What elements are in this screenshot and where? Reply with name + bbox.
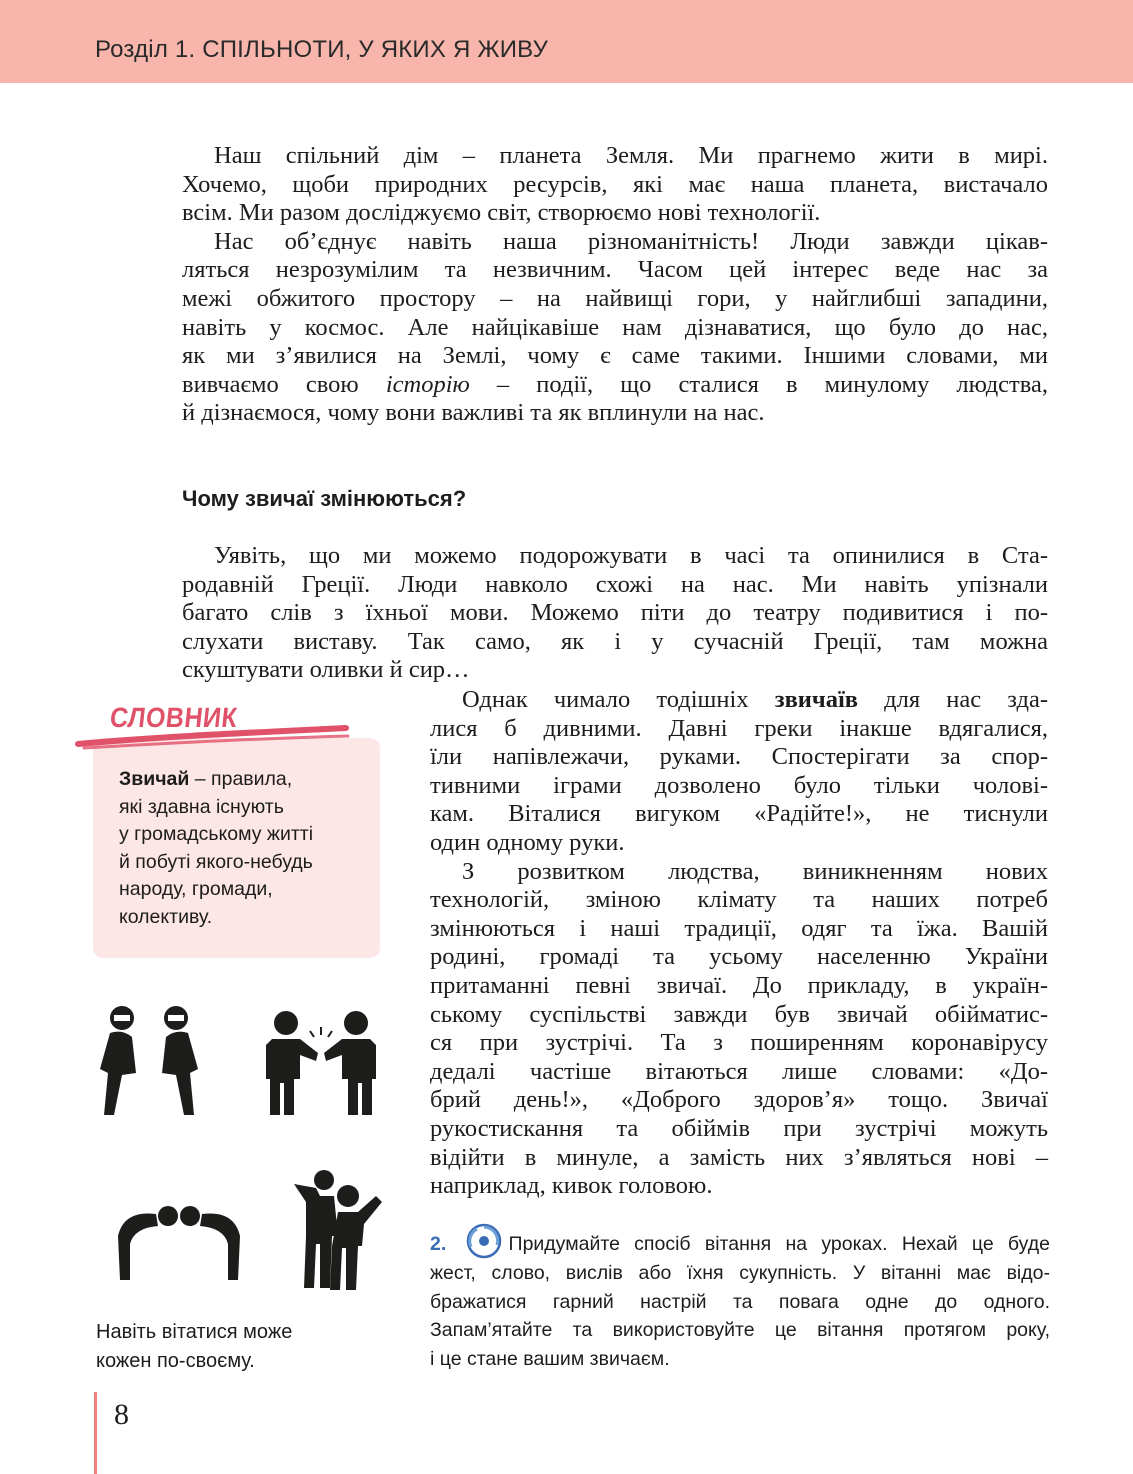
elbow-bump-icon <box>256 1005 386 1120</box>
task-line: 2. Придумайте спосіб вітання на уроках. Нехай це буде <box>430 1230 1050 1259</box>
text-line: ському суспільстві завжди був звичай обійматис- <box>430 1000 1048 1028</box>
text-line: родині, громаді та усьому населенню України <box>430 943 1048 971</box>
page-number: 8 <box>114 1398 129 1431</box>
text-line: Уявіть, що ми можемо подорожувати в часі та опинилися в Ста- <box>214 542 1048 569</box>
text-line: лися б дивними. Давні греки інакше вдягалися, <box>430 714 1048 742</box>
caption-line: кожен по-своєму. <box>96 1350 255 1372</box>
emphasized-term: історію <box>385 370 470 398</box>
glossary-line: й побуті якого-небудь <box>119 850 313 873</box>
text-line: притаманні певні звичаї. До прикладу, в україн- <box>430 971 1048 999</box>
text-line: Наш спільний дім – планета Земля. Ми прагнемо жити в мирі. <box>214 142 1048 169</box>
text-line: й дізнаємося, чому вони важливі та як вплинули на нас. <box>182 399 765 427</box>
body-text-right <box>430 686 1048 1201</box>
caption-line: Навіть вітатися може <box>96 1321 293 1343</box>
text-line: наприклад, кивок головою. <box>430 1172 713 1200</box>
glossary-line: у громадському житті <box>119 823 314 846</box>
text-line: ся при зустрічі. Та з поширенням коронавірусу <box>430 1029 1048 1057</box>
section-heading: Чому звичаї змінюються? <box>182 486 467 511</box>
text-line: навіть у космос. Але найцікавіше нам дізнаватися, що було до нас, <box>182 313 1048 341</box>
task-line: жест, слово, вислів або їхня сукупність. У вітанні має відо- <box>430 1261 1050 1284</box>
body-text-top <box>182 542 1048 685</box>
elbow-greeting-icon <box>92 1003 212 1118</box>
text-line: всім. Ми разом досліджуємо світ, створюємо нові технології. <box>182 199 821 227</box>
group-work-icon <box>463 1223 505 1259</box>
glossary-line: колективу. <box>119 905 213 928</box>
text-line: їли напівлежачи, руками. Спостерігати за спор- <box>430 743 1048 771</box>
task-line: і це стане вашим звичаєм. <box>430 1348 670 1371</box>
text-line: вивчаємо свою історію – події, що сталися в минулому людства, <box>182 370 1049 398</box>
glossary-line: народу, громади, <box>119 878 273 901</box>
glossary-line: які здавна існують <box>119 795 284 818</box>
text-line: Хочемо, щоби природних ресурсів, які має наша планета, вистачало <box>182 170 1048 198</box>
text-line: один одному руки. <box>430 828 625 856</box>
text-line: змінюються і наші традиції, одяг та їжа. Вашій <box>430 914 1048 942</box>
task-line: бражатися гарний настрій та повага одне до одного. <box>430 1290 1050 1313</box>
illustration-caption <box>96 1318 292 1376</box>
task-number: 2. <box>430 1233 447 1255</box>
text-line: кам. Віталися вигуком «Радійте!», не тиснули <box>430 800 1048 828</box>
glossary-definition <box>119 766 364 932</box>
bold-term: звичаїв <box>774 686 859 713</box>
text-line: як ми з’явилися на Землі, чому є саме такими. Іншими словами, ми <box>182 342 1048 370</box>
text-line: тивними іграми дозволено було тільки чолові- <box>430 771 1048 799</box>
text-line: ляться незрозумілим та незвичним. Часом цей інтерес веде нас за <box>182 256 1048 284</box>
task-block <box>430 1230 1050 1374</box>
text-line: багато слів з їхньої мови. Можемо піти до театру подивитися і по- <box>182 599 1048 627</box>
glossary-term: Звичай <box>119 768 190 790</box>
page-margin-rule <box>94 1392 97 1474</box>
text-line: скуштувати оливки й сир… <box>182 656 470 684</box>
text-line: рукостискання та обіймів при зустрічі можуть <box>430 1114 1048 1142</box>
text-line: слухати виставу. Так само, як і у сучасній Греції, там можна <box>182 627 1048 655</box>
chapter-title: Розділ 1. СПІЛЬНОТИ, У ЯКИХ Я ЖИВУ <box>95 36 549 63</box>
glossary-line: Звичай – правила, <box>119 768 293 790</box>
task-line: Запам’ятайте та використовуйте це вітання протягом року, <box>430 1319 1050 1342</box>
text-line: З розвитком людства, виникненням нових <box>462 857 1048 885</box>
text-line: Нас об’єднує навіть наша різноманітність! Люди завжди цікав- <box>214 227 1048 255</box>
text-line: родавній Греції. Люди навколо схожі на нас. Ми навіть упізнали <box>182 570 1048 598</box>
text-line: брий день!», «Доброго здоров’я» тощо. Звичаї <box>430 1086 1048 1114</box>
salute-greeting-icon <box>290 1166 390 1296</box>
bow-greeting-icon <box>104 1200 254 1290</box>
text-line: Однак чимало тодішніх звичаїв для нас зда- <box>462 686 1048 713</box>
intro-text <box>182 142 1048 428</box>
text-line: межі обжитого простору – на найвищі гори, у найглибші западини, <box>182 284 1048 312</box>
text-line: дедалі частіше вітаються лише словами: «До- <box>430 1057 1048 1085</box>
glossary-title: СЛОВНИК <box>108 702 239 734</box>
text-line: відійти в минуле, а замість них з’являться нові – <box>430 1143 1048 1171</box>
text-line: технологій, зміною клімату та наших потреб <box>430 886 1048 914</box>
